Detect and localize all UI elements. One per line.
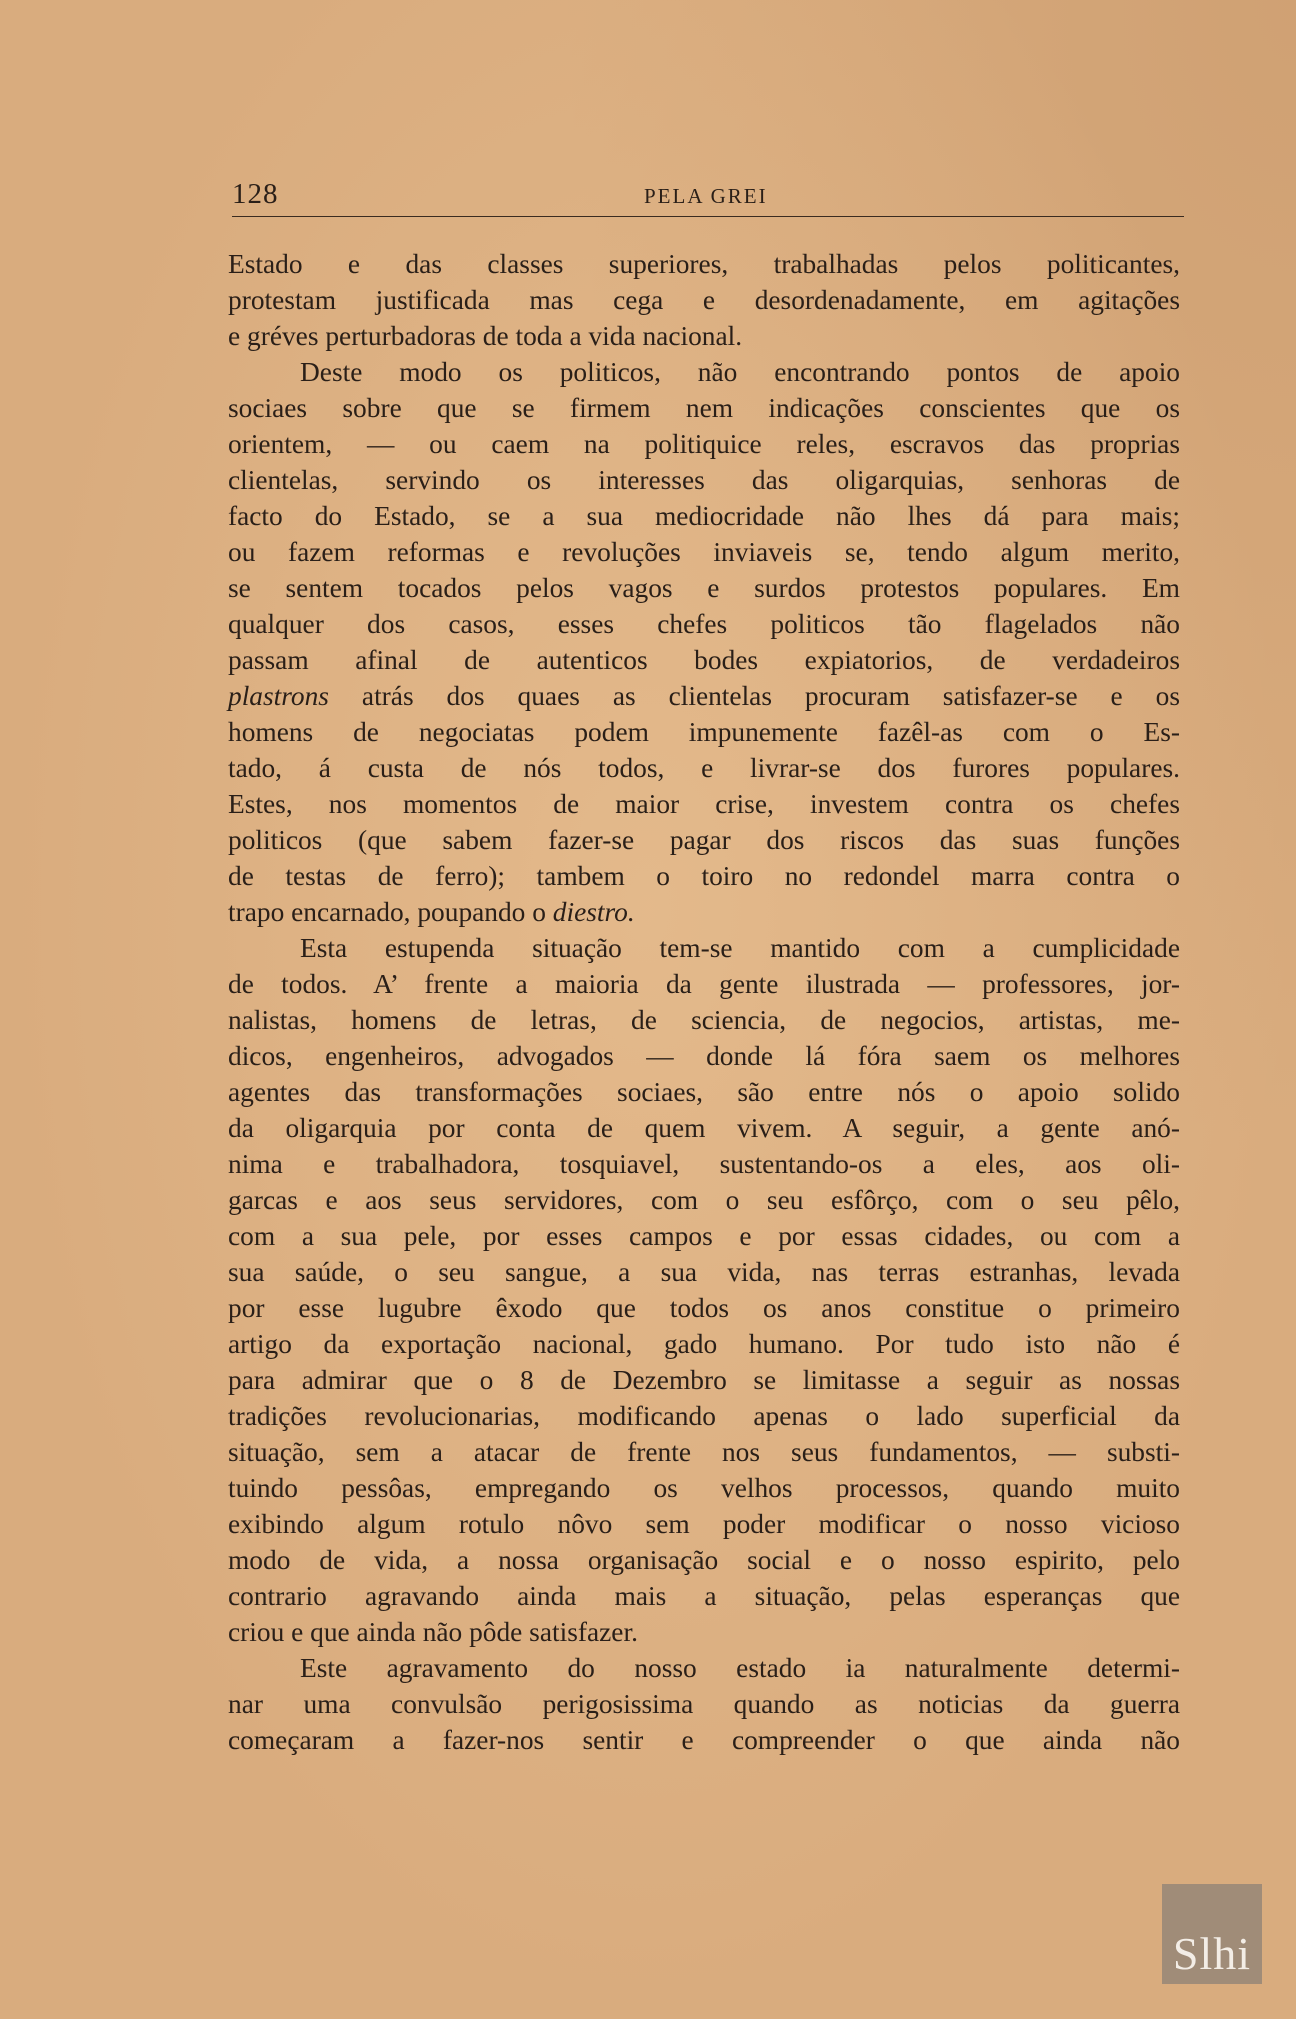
text-line: artigo da exportação nacional, gado humano. Por tudo isto não é	[228, 1329, 1180, 1359]
running-title: PELA GREI	[644, 184, 768, 208]
text-line: criou e que ainda não pôde satisfazer.	[228, 1617, 638, 1647]
text-line: exibindo algum rotulo nôvo sem poder modificar o nosso vicioso	[228, 1509, 1180, 1539]
text-line: facto do Estado, se a sua mediocridade não lhes dá para mais;	[228, 501, 1180, 531]
text-line	[228, 894, 1180, 930]
text-line	[228, 678, 1180, 714]
header-rule	[232, 216, 1184, 217]
text-line: Estes, nos momentos de maior crise, investem contra os chefes	[228, 789, 1180, 819]
text-line: politicos (que sabem fazer-se pagar dos riscos das suas funções	[228, 825, 1180, 855]
text-line: de todos. A’ frente a maioria da gente ilustrada — professores, jor-	[228, 969, 1180, 999]
library-stamp	[1162, 1884, 1262, 1984]
text-line: nar uma convulsão perigosissima quando as noticias da guerra	[228, 1689, 1180, 1719]
body-text	[228, 246, 1180, 1758]
text-line: agentes das transformações sociaes, são entre nós o apoio solido	[228, 1077, 1180, 1107]
text-line: de testas de ferro); tambem o toiro no redondel marra contra o	[228, 861, 1180, 891]
text-line: modo de vida, a nossa organisação social e o nosso espirito, pelo	[228, 1545, 1180, 1575]
text-line: homens de negociatas podem impunemente fazêl-as com o Es-	[228, 717, 1180, 747]
text-line: nima e trabalhadora, tosquiavel, sustentando-os a eles, aos oli-	[228, 1149, 1180, 1179]
text-line: sua saúde, o seu sangue, a sua vida, nas terras estranhas, levada	[228, 1257, 1180, 1287]
page-header	[232, 178, 1184, 218]
text-line: Estado e das classes superiores, trabalhadas pelos politicantes,	[228, 249, 1180, 279]
text-line: orientem, — ou caem na politiquice reles, escravos das proprias	[228, 429, 1180, 459]
text-line: tradições revolucionarias, modificando apenas o lado superficial da	[228, 1401, 1180, 1431]
text-line: nalistas, homens de letras, de sciencia, de negocios, artistas, me-	[228, 1005, 1180, 1035]
text-line: passam afinal de autenticos bodes expiatorios, de verdadeiros	[228, 645, 1180, 675]
text-line: qualquer dos casos, esses chefes politicos tão flagelados não	[228, 609, 1180, 639]
text-line: se sentem tocados pelos vagos e surdos protestos populares. Em	[228, 573, 1180, 603]
stamp-text: Slhi	[1172, 1927, 1252, 1979]
text-line: por esse lugubre êxodo que todos os anos constitue o primeiro	[228, 1293, 1180, 1323]
text-line: clientelas, servindo os interesses das oligarquias, senhoras de	[228, 465, 1180, 495]
text-line: sociaes sobre que se firmem nem indicações conscientes que os	[228, 393, 1180, 423]
text-line: e gréves perturbadoras de toda a vida nacional.	[228, 321, 743, 351]
text-line: com a sua pele, por esses campos e por essas cidades, ou com a	[228, 1221, 1180, 1251]
text-line: dicos, engenheiros, advogados — donde lá fóra saem os melhores	[228, 1041, 1180, 1071]
text-line: da oligarquia por conta de quem vivem. A seguir, a gente anó-	[228, 1113, 1180, 1143]
page-number: 128	[232, 178, 279, 210]
text-line: situação, sem a atacar de frente nos seus fundamentos, — substi-	[228, 1437, 1180, 1467]
text-line: para admirar que o 8 de Dezembro se limitasse a seguir as nossas	[228, 1365, 1180, 1395]
paragraph-start-line: Esta estupenda situação tem-se mantido com a cumplicidade	[300, 933, 1180, 963]
italic-word: plastrons	[228, 681, 329, 711]
text-line: protestam justificada mas cega e desordenadamente, em agitações	[228, 285, 1180, 315]
paragraph-start-line: Deste modo os politicos, não encontrando pontos de apoio	[300, 357, 1180, 387]
line-start: trapo encarnado, poupando o	[228, 897, 546, 927]
paragraph-start-line: Este agravamento do nosso estado ia naturalmente determi-	[300, 1653, 1180, 1683]
text-line: começaram a fazer-nos sentir e compreender o que ainda não	[228, 1725, 1180, 1755]
line-rest: atrás dos quaes as clientelas procuram satisfazer-se e os	[361, 681, 1180, 711]
italic-word: diestro.	[552, 897, 635, 927]
text-line: garcas e aos seus servidores, com o seu esfôrço, com o seu pêlo,	[228, 1185, 1180, 1215]
text-line: ou fazem reformas e revoluções inviaveis se, tendo algum merito,	[228, 537, 1180, 567]
text-line: tuindo pessôas, empregando os velhos processos, quando muito	[228, 1473, 1180, 1503]
text-line: tado, á custa de nós todos, e livrar-se dos furores populares.	[228, 753, 1180, 783]
text-line: contrario agravando ainda mais a situação, pelas esperanças que	[228, 1581, 1180, 1611]
